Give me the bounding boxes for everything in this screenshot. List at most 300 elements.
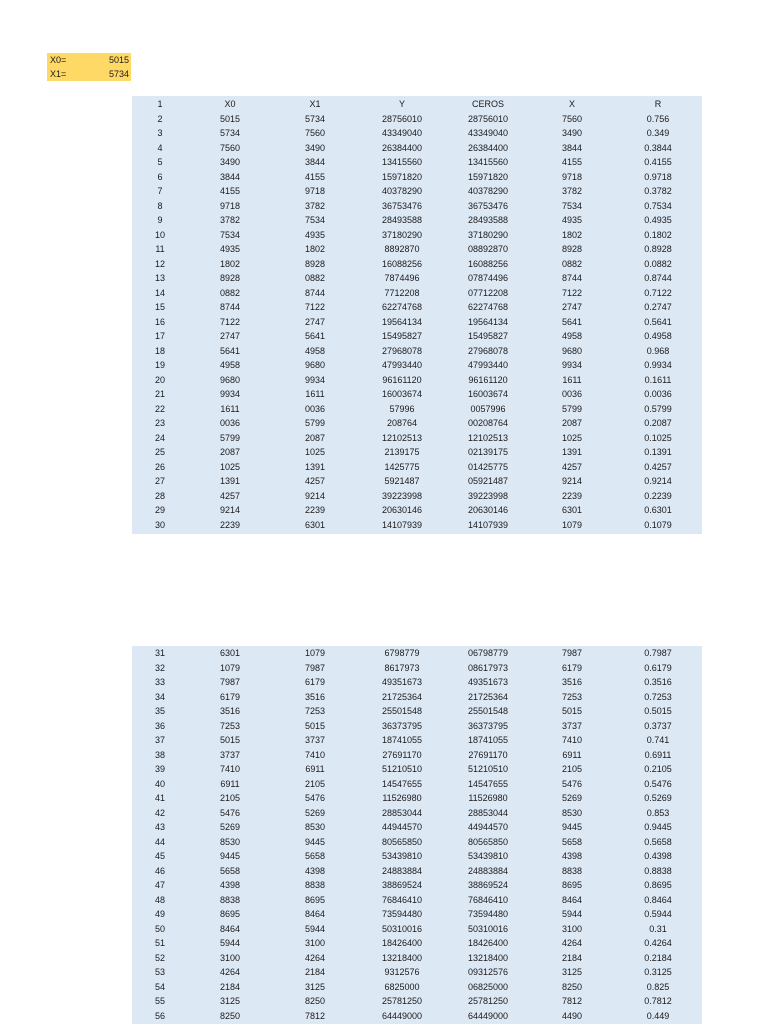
table-cell: 7987 bbox=[561, 648, 583, 658]
table-cell: 43349040 bbox=[381, 128, 423, 138]
table-cell: 14547655 bbox=[381, 778, 423, 789]
table-cell: 3844 bbox=[219, 171, 241, 182]
table-cell: 1079 bbox=[304, 648, 326, 658]
table-row bbox=[132, 445, 702, 460]
table-cell: 1079 bbox=[561, 519, 583, 530]
table-cell: 0.1802 bbox=[644, 229, 672, 240]
table-cell: 14107939 bbox=[381, 519, 423, 530]
table-cell: 73594480 bbox=[467, 909, 509, 919]
table-cell: 31 bbox=[154, 648, 165, 658]
table-cell: 8530 bbox=[219, 836, 241, 847]
table-cell: 3490 bbox=[304, 142, 326, 153]
table-cell: 2105 bbox=[219, 793, 241, 803]
table-cell: 14547655 bbox=[467, 778, 509, 789]
table-cell: 15495827 bbox=[467, 331, 509, 341]
table-cell: 73594480 bbox=[381, 909, 423, 919]
table-cell: 9718 bbox=[561, 171, 583, 182]
table-cell: 2139175 bbox=[384, 447, 420, 457]
table-cell: 21725364 bbox=[381, 691, 423, 702]
table-cell: 5015 bbox=[219, 735, 241, 745]
table-cell: 6798779 bbox=[384, 648, 420, 658]
table-cell: 4257 bbox=[219, 490, 241, 501]
table-row bbox=[132, 733, 702, 748]
table-cell: 0.6301 bbox=[644, 505, 672, 515]
table-cell: 40 bbox=[154, 778, 165, 789]
table-cell: 25 bbox=[154, 447, 165, 457]
table-cell: 1802 bbox=[304, 244, 326, 254]
table-cell: 51210510 bbox=[381, 764, 423, 774]
table-cell: 18426400 bbox=[467, 938, 509, 948]
table-cell: 4958 bbox=[561, 331, 583, 341]
table-cell: 08892870 bbox=[467, 244, 509, 254]
table-cell: 0036 bbox=[219, 418, 241, 428]
table-row bbox=[132, 373, 702, 388]
table-row bbox=[132, 402, 702, 417]
table-cell: 38 bbox=[154, 749, 165, 760]
table-cell: 50310016 bbox=[467, 923, 509, 934]
table-cell: 5944 bbox=[304, 923, 326, 934]
table-cell: 62274768 bbox=[467, 302, 509, 312]
table-cell: 23 bbox=[154, 418, 165, 428]
table-row bbox=[132, 344, 702, 359]
table-row bbox=[132, 242, 702, 257]
table-cell: 2105 bbox=[304, 778, 326, 789]
table-cell: 15971820 bbox=[381, 171, 423, 182]
table-cell: 57996 bbox=[389, 403, 415, 414]
table-cell: 14107939 bbox=[467, 519, 509, 530]
table-cell: 3 bbox=[157, 128, 163, 138]
table-cell: 7712208 bbox=[384, 287, 420, 298]
table-cell: 4935 bbox=[219, 244, 241, 254]
table-cell: 26384400 bbox=[381, 142, 423, 153]
table-row bbox=[132, 965, 702, 980]
table-cell: 0.4257 bbox=[644, 461, 672, 472]
table-cell: 9934 bbox=[561, 360, 583, 370]
table-cell: 5734 bbox=[304, 113, 326, 124]
table-cell: 6911 bbox=[220, 778, 240, 789]
table-cell: 9 bbox=[157, 215, 163, 225]
table-row bbox=[132, 777, 702, 792]
table-cell: 96161120 bbox=[468, 374, 508, 385]
table-cell: 16088256 bbox=[467, 258, 509, 269]
table-cell: 5 bbox=[157, 157, 163, 167]
table-cell: 0.0882 bbox=[644, 258, 672, 269]
table-cell: 7122 bbox=[561, 287, 583, 298]
table-cell: 7410 bbox=[219, 764, 241, 774]
table-cell: 0.8744 bbox=[644, 273, 672, 283]
table-cell: 37180290 bbox=[467, 229, 509, 240]
table-cell: 53439810 bbox=[467, 851, 509, 861]
table-row bbox=[132, 199, 702, 214]
table-cell: 44 bbox=[154, 836, 165, 847]
table-cell: 8250 bbox=[219, 1010, 241, 1021]
table-cell: 35 bbox=[154, 706, 165, 716]
table-cell: 0.6911 bbox=[644, 749, 672, 760]
table-cell: 76846410 bbox=[467, 894, 509, 905]
table-cell: 9718 bbox=[219, 200, 241, 211]
table-cell: 4155 bbox=[219, 186, 241, 196]
table-cell: 16003674 bbox=[381, 389, 423, 399]
table-cell: 53439810 bbox=[381, 851, 423, 861]
table-cell: 0.853 bbox=[646, 807, 670, 818]
table-cell: 45 bbox=[154, 851, 165, 861]
table-cell: 15971820 bbox=[467, 171, 509, 182]
table-cell: 08617973 bbox=[467, 662, 509, 673]
table-cell: 0036 bbox=[304, 403, 326, 414]
table-cell: 28493588 bbox=[467, 215, 509, 225]
table-cell: 6 bbox=[157, 171, 163, 182]
table-row bbox=[132, 257, 702, 272]
table-cell: 27968078 bbox=[467, 345, 509, 356]
table-cell: 5015 bbox=[561, 706, 583, 716]
table-cell: 5641 bbox=[219, 345, 241, 356]
table-cell: 5269 bbox=[219, 822, 241, 832]
table-cell: 2105 bbox=[561, 764, 583, 774]
table-cell: 4257 bbox=[561, 461, 583, 472]
table-cell: 51210510 bbox=[467, 764, 509, 774]
table-cell: 13218400 bbox=[467, 952, 509, 963]
table-row bbox=[132, 675, 702, 690]
table-cell: 80565850 bbox=[467, 836, 509, 847]
table-cell: 0.756 bbox=[646, 113, 670, 124]
table-cell: 0.7534 bbox=[644, 200, 672, 211]
table-cell: 40378290 bbox=[467, 186, 509, 196]
seed-values-box bbox=[47, 53, 131, 81]
table-cell: 7410 bbox=[561, 735, 583, 745]
table-cell: 36753476 bbox=[467, 200, 509, 211]
table-cell: 1425775 bbox=[384, 461, 420, 472]
table-row bbox=[132, 358, 702, 373]
table-cell: 9445 bbox=[219, 851, 241, 861]
table-cell: 19564134 bbox=[381, 316, 423, 327]
table-cell: 5015 bbox=[219, 113, 241, 124]
table-row bbox=[132, 518, 702, 533]
table-cell: 12102513 bbox=[381, 432, 423, 443]
table-cell: 2184 bbox=[219, 981, 241, 992]
table-cell: 5921487 bbox=[384, 476, 420, 486]
table-cell: 1025 bbox=[219, 461, 241, 472]
table-cell: 7560 bbox=[219, 142, 241, 153]
table-cell: 8928 bbox=[561, 244, 583, 254]
table-cell: 13 bbox=[154, 273, 165, 283]
x1-value: 5734 bbox=[108, 69, 129, 79]
table-cell: 7874496 bbox=[384, 273, 420, 283]
table-cell: 0.5476 bbox=[644, 778, 672, 789]
table-cell: 12102513 bbox=[467, 432, 509, 443]
table-cell: 4257 bbox=[304, 476, 326, 486]
table-cell: 4264 bbox=[304, 952, 326, 963]
table-cell: 8928 bbox=[219, 273, 241, 283]
table-cell: 5944 bbox=[561, 909, 583, 919]
table-cell: X bbox=[568, 99, 575, 109]
table-cell: 11526980 bbox=[468, 793, 508, 803]
table-cell: R bbox=[654, 99, 662, 109]
table-row bbox=[132, 315, 702, 330]
table-cell: 44944570 bbox=[467, 822, 509, 832]
table-cell: 22 bbox=[154, 403, 165, 414]
table-cell: 3844 bbox=[561, 142, 583, 153]
table-cell: 8838 bbox=[304, 880, 326, 890]
table-cell: 9214 bbox=[561, 476, 583, 486]
table-cell: 80565850 bbox=[381, 836, 423, 847]
table-cell: 7812 bbox=[561, 996, 583, 1006]
table-row bbox=[132, 936, 702, 951]
table-cell: 38869524 bbox=[381, 880, 423, 890]
table-row bbox=[132, 184, 702, 199]
table-cell: 2239 bbox=[304, 505, 326, 515]
table-cell: 0.1391 bbox=[644, 447, 672, 457]
table-cell: 62274768 bbox=[381, 302, 423, 312]
table-cell: 2747 bbox=[219, 331, 241, 341]
x1-label: X1= bbox=[50, 69, 67, 79]
table-cell: 0.3844 bbox=[644, 142, 672, 153]
table-cell: 18741055 bbox=[467, 735, 509, 745]
table-cell: 36373795 bbox=[467, 720, 509, 731]
table-cell: 15 bbox=[154, 302, 165, 312]
table-cell: 64449000 bbox=[467, 1010, 509, 1021]
table-row bbox=[132, 646, 702, 661]
table-cell: 0.1079 bbox=[644, 519, 672, 530]
table-cell: 27691170 bbox=[382, 749, 422, 760]
table-cell: 0882 bbox=[561, 258, 583, 269]
table-cell: 0.741 bbox=[646, 735, 670, 745]
table-cell: 50 bbox=[154, 923, 165, 934]
table-cell: 2184 bbox=[304, 967, 326, 977]
table-cell: 4398 bbox=[219, 880, 241, 890]
table-cell: 49 bbox=[154, 909, 165, 919]
table-cell: 9214 bbox=[219, 505, 241, 515]
table-cell: 4958 bbox=[304, 345, 326, 356]
table-cell: 5269 bbox=[561, 793, 583, 803]
table-cell: 3844 bbox=[304, 157, 326, 167]
table-block-2 bbox=[132, 646, 702, 1024]
table-cell: 09312576 bbox=[467, 967, 509, 977]
table-cell: 27 bbox=[154, 476, 165, 486]
table-cell: 8695 bbox=[561, 880, 583, 890]
table-cell: 1079 bbox=[219, 662, 241, 673]
table-cell: 44944570 bbox=[381, 822, 423, 832]
x0-label: X0= bbox=[50, 55, 67, 65]
table-cell: 0.9934 bbox=[644, 360, 672, 370]
table-cell: 5476 bbox=[219, 807, 241, 818]
table-cell: 43349040 bbox=[467, 128, 509, 138]
table-cell: 3737 bbox=[304, 735, 326, 745]
table-cell: 21 bbox=[154, 389, 165, 399]
table-cell: 28853044 bbox=[381, 807, 423, 818]
table-row bbox=[132, 286, 702, 301]
table-cell: 28493588 bbox=[381, 215, 423, 225]
table-cell: CEROS bbox=[471, 99, 504, 109]
table-cell: 2239 bbox=[561, 490, 583, 501]
table-cell: 4155 bbox=[304, 171, 326, 182]
table-row bbox=[132, 112, 702, 127]
table-cell: 00208764 bbox=[467, 418, 509, 428]
table-cell: 4935 bbox=[304, 229, 326, 240]
table-row bbox=[132, 489, 702, 504]
table-cell: 0.4264 bbox=[644, 938, 672, 948]
table-cell: 2184 bbox=[561, 952, 583, 963]
table-cell: 7253 bbox=[561, 691, 583, 702]
table-cell: 36373795 bbox=[381, 720, 423, 731]
table-cell: 49351673 bbox=[467, 677, 509, 687]
table-cell: 9445 bbox=[561, 822, 583, 832]
table-row bbox=[132, 228, 702, 243]
table-cell: 5269 bbox=[304, 807, 326, 818]
table-cell: 0882 bbox=[219, 287, 241, 298]
table-cell: 39 bbox=[154, 764, 165, 774]
table-cell: 0.7987 bbox=[644, 648, 672, 658]
table-cell: 7534 bbox=[304, 215, 326, 225]
table-cell: 0.2239 bbox=[644, 490, 672, 501]
table-cell: 5658 bbox=[304, 851, 326, 861]
table-cell: 14 bbox=[154, 287, 165, 298]
table-cell: 7 bbox=[157, 186, 163, 196]
table-cell: 2087 bbox=[219, 447, 241, 457]
table-row bbox=[132, 951, 702, 966]
table-row bbox=[132, 271, 702, 286]
table-cell: 0.8464 bbox=[644, 894, 672, 905]
table-cell: 3516 bbox=[304, 691, 326, 702]
table-cell: 7987 bbox=[219, 677, 241, 687]
table-row bbox=[132, 460, 702, 475]
table-cell: 2239 bbox=[219, 519, 241, 530]
table-cell: 9214 bbox=[304, 490, 326, 501]
table-row bbox=[132, 980, 702, 995]
table-row bbox=[132, 748, 702, 763]
table-cell: 7122 bbox=[219, 316, 241, 327]
table-row bbox=[132, 907, 702, 922]
table-row bbox=[132, 893, 702, 908]
table-cell: 0.5269 bbox=[644, 793, 672, 803]
table-cell: 4 bbox=[157, 142, 163, 153]
table-cell: 3516 bbox=[561, 677, 583, 687]
table-row bbox=[132, 806, 702, 821]
table-row bbox=[132, 791, 702, 806]
table-cell: 39223998 bbox=[467, 490, 509, 501]
table-cell: 3737 bbox=[561, 720, 583, 731]
table-cell: 7253 bbox=[219, 720, 241, 731]
table-row bbox=[132, 864, 702, 879]
table-cell: 19564134 bbox=[467, 316, 509, 327]
table-cell: 34 bbox=[154, 691, 165, 702]
table-cell: 26 bbox=[154, 461, 165, 472]
table-cell: 0.3125 bbox=[644, 967, 672, 977]
table-cell: 0.3737 bbox=[644, 720, 672, 731]
table-row bbox=[132, 126, 702, 141]
table-cell: 47993440 bbox=[381, 360, 423, 370]
table-cell: 0.4155 bbox=[644, 157, 672, 167]
table-cell: 25501548 bbox=[467, 706, 509, 716]
table-cell: 0.7253 bbox=[644, 691, 672, 702]
table-cell: 2 bbox=[157, 113, 163, 124]
table-cell: 07874496 bbox=[467, 273, 509, 283]
table-cell: 47993440 bbox=[467, 360, 509, 370]
table-cell: 6301 bbox=[304, 519, 326, 530]
table-cell: 7534 bbox=[219, 229, 241, 240]
table-cell: 8464 bbox=[219, 923, 241, 934]
table-cell: 0.1025 bbox=[644, 432, 672, 443]
table-cell: 5799 bbox=[561, 403, 583, 414]
table-row bbox=[132, 922, 702, 937]
table-cell: 0.7122 bbox=[644, 287, 672, 298]
table-cell: 32 bbox=[154, 662, 165, 673]
table-cell: 06825000 bbox=[467, 981, 509, 992]
table-cell: 4958 bbox=[219, 360, 241, 370]
table-cell: 2087 bbox=[304, 432, 326, 443]
table-cell: 37 bbox=[154, 735, 165, 745]
table-cell: 6179 bbox=[219, 691, 241, 702]
table-cell: 7812 bbox=[304, 1010, 326, 1021]
table-row bbox=[132, 474, 702, 489]
table-cell: 9312576 bbox=[384, 967, 420, 977]
table-cell: 16003674 bbox=[467, 389, 509, 399]
table-cell: 1025 bbox=[304, 447, 326, 457]
table-cell: 37180290 bbox=[381, 229, 423, 240]
table-cell: 2747 bbox=[561, 302, 583, 312]
table-cell: 25781250 bbox=[381, 996, 423, 1006]
table-cell: 0.5015 bbox=[644, 706, 672, 716]
table-cell: 4264 bbox=[561, 938, 583, 948]
seed-row-x0 bbox=[47, 53, 131, 67]
table-cell: 36753476 bbox=[381, 200, 423, 211]
table-cell: 02139175 bbox=[467, 447, 509, 457]
table-row bbox=[132, 762, 702, 777]
table-row bbox=[132, 704, 702, 719]
table-cell: 40378290 bbox=[381, 186, 423, 196]
table-cell: 5658 bbox=[219, 865, 241, 876]
table-cell: 3782 bbox=[304, 200, 326, 211]
table-cell: 6179 bbox=[304, 677, 326, 687]
table-cell: 30 bbox=[154, 519, 165, 530]
table-cell: 5641 bbox=[304, 331, 326, 341]
table-cell: 0.9718 bbox=[644, 171, 672, 182]
table-cell: 0.4935 bbox=[644, 215, 672, 225]
table-cell: 4398 bbox=[304, 865, 326, 876]
table-cell: 0.6179 bbox=[644, 662, 672, 673]
table-cell: 21725364 bbox=[467, 691, 509, 702]
table-cell: 3125 bbox=[561, 967, 583, 977]
table-row bbox=[132, 431, 702, 446]
table-row bbox=[132, 141, 702, 156]
table-cell: 13415560 bbox=[381, 157, 423, 167]
table-cell: 9718 bbox=[304, 186, 326, 196]
table-cell: 29 bbox=[154, 505, 165, 515]
table-cell: 1025 bbox=[561, 432, 583, 443]
table-cell: 6825000 bbox=[384, 981, 420, 992]
table-cell: 10 bbox=[154, 229, 165, 240]
table-cell: 0.2747 bbox=[644, 302, 672, 312]
table-row bbox=[132, 300, 702, 315]
table-row bbox=[132, 155, 702, 170]
table-row bbox=[132, 503, 702, 518]
table-cell: 208764 bbox=[386, 418, 418, 428]
table-cell: 0.449 bbox=[646, 1010, 670, 1021]
table-cell: 28756010 bbox=[381, 113, 423, 124]
table-cell: 5476 bbox=[304, 793, 326, 803]
table-cell: 8744 bbox=[219, 302, 241, 312]
table-cell: 39223998 bbox=[381, 490, 423, 501]
table-cell: 1 bbox=[157, 99, 163, 109]
table-cell: 11526980 bbox=[382, 793, 422, 803]
table-cell: 0.2184 bbox=[644, 952, 672, 963]
table-cell: 3782 bbox=[561, 186, 583, 196]
table-cell: 2087 bbox=[561, 418, 583, 428]
table-cell: 6301 bbox=[561, 505, 583, 515]
table-cell: 8744 bbox=[304, 287, 326, 298]
table-cell: 96161120 bbox=[382, 374, 422, 385]
table-row bbox=[132, 835, 702, 850]
table-cell: 27691170 bbox=[468, 749, 508, 760]
